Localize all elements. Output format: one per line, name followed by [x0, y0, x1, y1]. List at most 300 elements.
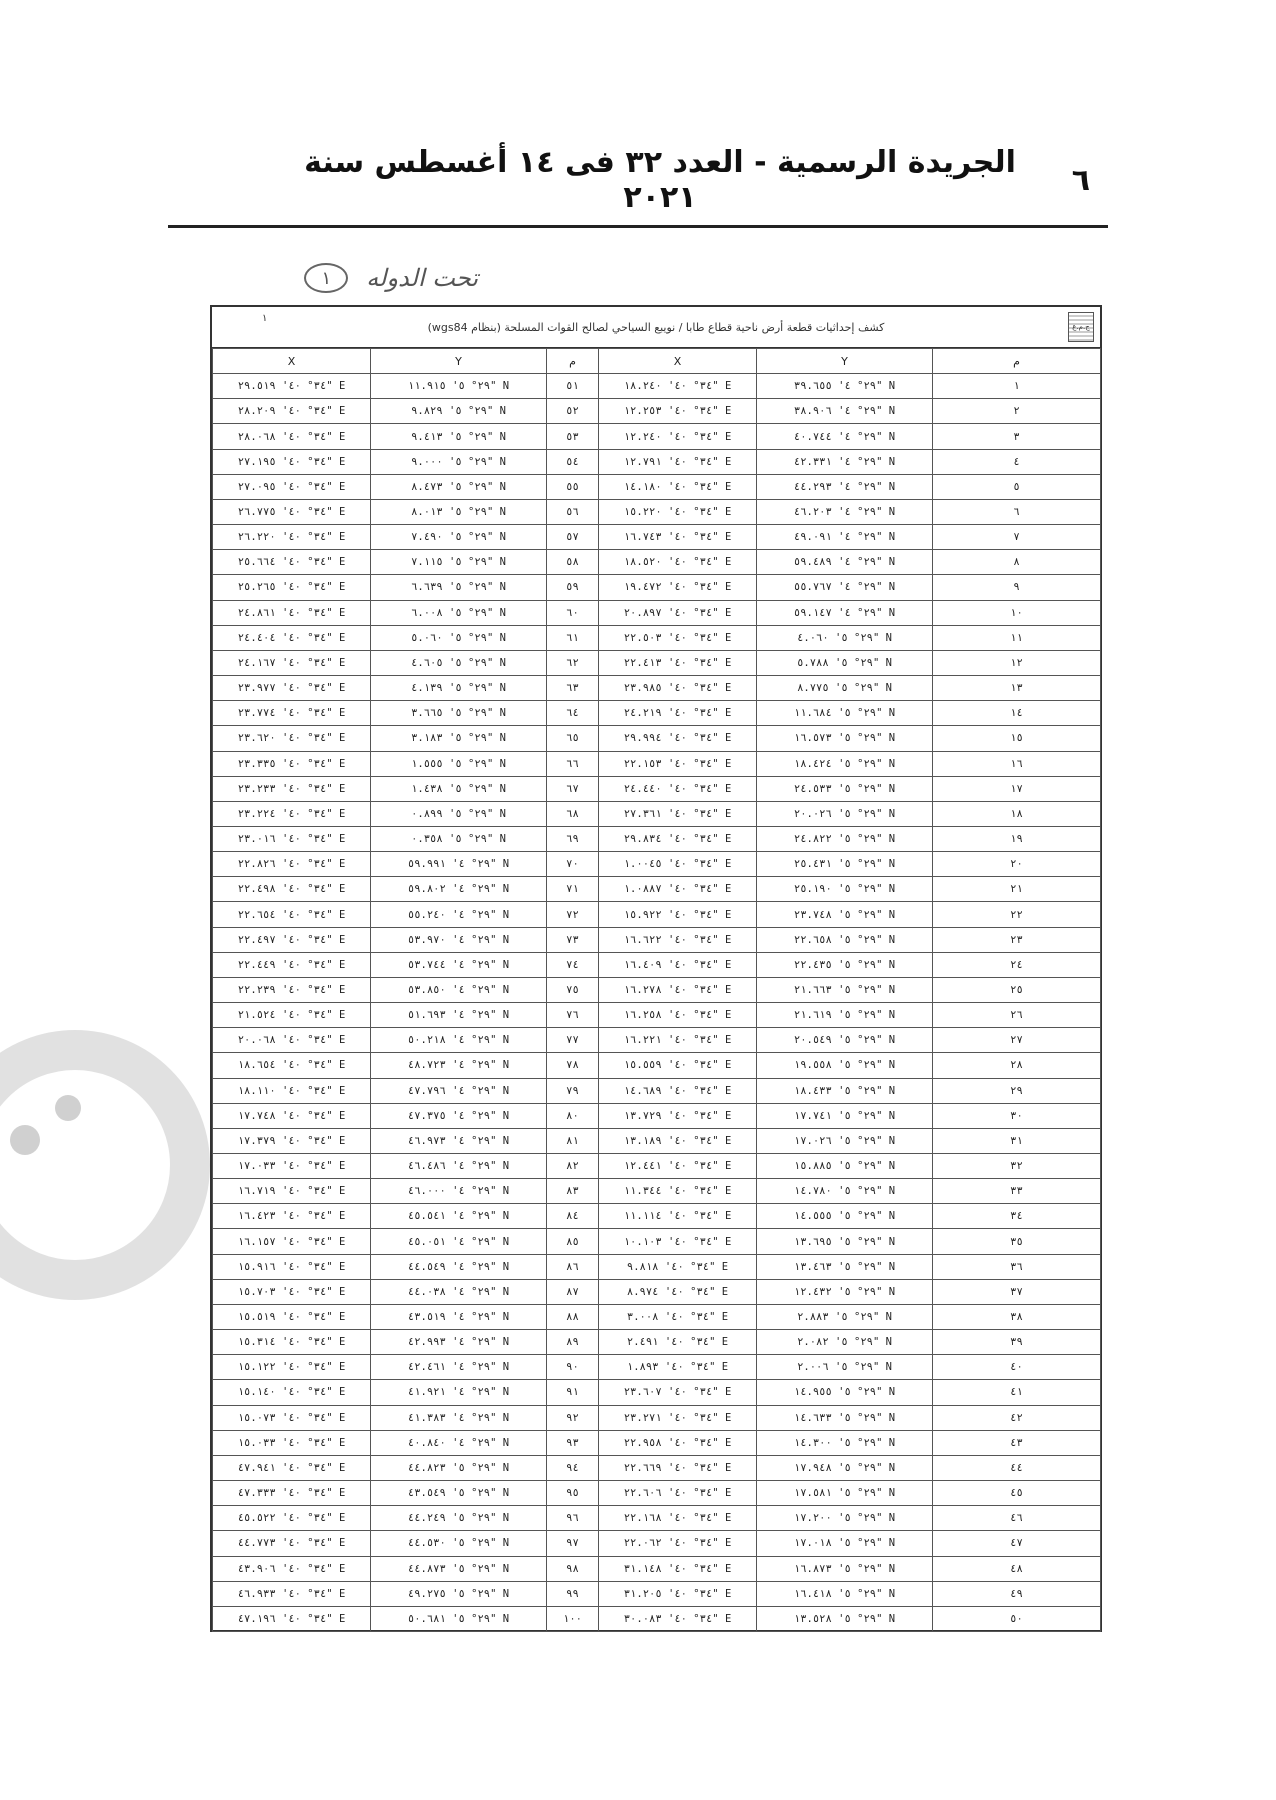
table-row [213, 1078, 1101, 1103]
table-row [213, 902, 1101, 927]
table-cell: ٣٤° ٤٠' ٢٠.٨٩٧" E [599, 600, 757, 625]
table-cell: ٢٩° ٥' ٧.١١٥" N [371, 550, 547, 575]
table-cell: ٥٠ [933, 1606, 1101, 1631]
table-cell: ٩٢ [547, 1405, 599, 1430]
table-cell: ٨٠ [547, 1103, 599, 1128]
table-row [213, 525, 1101, 550]
table-cell: ٣٤° ٤٠' ١.٠٠٤٥" E [599, 852, 757, 877]
table-cell: ٩٥ [547, 1481, 599, 1506]
table-cell: ٣٤° ٤٠' ١٣.١٨٩" E [599, 1128, 757, 1153]
table-cell: ٣٤° ٤٠' ١١.١١٤" E [599, 1204, 757, 1229]
table-cell: ٣٤° ٤٠' ١٥.٣١٤" E [213, 1330, 371, 1355]
table-row [213, 1380, 1101, 1405]
table-cell: ٣٤° ٤٠' ٢٦.٧٧٥" E [213, 499, 371, 524]
table-cell: ٦٢ [547, 650, 599, 675]
table-cell: ٦٤ [547, 701, 599, 726]
table-cell: ٦٦ [547, 751, 599, 776]
table-cell: ٢٩° ٥' ٠.٣٥٨" N [371, 826, 547, 851]
table-cell: ٩١ [547, 1380, 599, 1405]
table-cell: ٣٤° ٤٠' ٢٨.٠٦٨" E [213, 424, 371, 449]
table-row [213, 1330, 1101, 1355]
table-cell: ٢٥ [933, 977, 1101, 1002]
table-cell: ٢٩° ٤' ٤٦.٠٠٠" N [371, 1179, 547, 1204]
table-cell: ٢٩° ٥' ٤٤.٥٣٠" N [371, 1531, 547, 1556]
table-cell: ٩٦ [547, 1506, 599, 1531]
table-cell: ٢٩° ٤' ٥٥.٢٤٠" N [371, 902, 547, 927]
table-cell: ٧٨ [547, 1053, 599, 1078]
table-cell: ٢٩° ٤' ٤٣.٥١٩" N [371, 1304, 547, 1329]
table-cell: ٨٥ [547, 1229, 599, 1254]
table-cell: ٢٤ [933, 952, 1101, 977]
sheet-page-note: ١ [262, 313, 268, 324]
table-cell: ٩ [933, 575, 1101, 600]
table-cell: ٣٤° ٤٠' ٢٧.٠٩٥" E [213, 474, 371, 499]
column-header: م [933, 349, 1101, 374]
table-cell: ٢٩° ٥' ١٦.٤١٨" N [757, 1581, 933, 1606]
watermark-dot [55, 1095, 81, 1121]
column-header: Y [757, 349, 933, 374]
table-cell: ٢٩° ٤' ٣٨.٩٠٦" N [757, 399, 933, 424]
table-cell: ٢٩° ٤' ٤٠.٨٤٠" N [371, 1430, 547, 1455]
column-header: م [547, 349, 599, 374]
table-cell: ٢٩° ٤' ٤١.٩٢١" N [371, 1380, 547, 1405]
table-cell: ٢٩° ٥' ١٢.٤٣٢" N [757, 1279, 933, 1304]
table-row [213, 424, 1101, 449]
table-row [213, 1028, 1101, 1053]
table-cell: ٣٤° ٤٠' ٢٢.٩٥٨" E [599, 1430, 757, 1455]
table-cell: ٢٩° ٥' ١٣.٥٢٨" N [757, 1606, 933, 1631]
table-cell: ٣٤° ٤٠' ١٨.٥٢٠" E [599, 550, 757, 575]
table-cell: ٣٤° ٤٠' ٤٧.٣٣٣" E [213, 1481, 371, 1506]
table-cell: ٥٩ [547, 575, 599, 600]
table-cell: ٣٤° ٤٠' ٢٣.٩٨٥" E [599, 676, 757, 701]
table-cell: ٣٤° ٤٠' ١.٨٩٣" E [599, 1355, 757, 1380]
table-cell: ٢٣ [933, 927, 1101, 952]
table-cell: ٥٣ [547, 424, 599, 449]
table-cell: ٣٤° ٤٠' ٢٢.٥٠٣" E [599, 625, 757, 650]
table-cell: ٣٤° ٤٠' ١٣.٧٢٩" E [599, 1103, 757, 1128]
table-row [213, 575, 1101, 600]
table-cell: ٨٤ [547, 1204, 599, 1229]
table-cell: ٣٤° ٤٠' ١٨.٢٤٠" E [599, 374, 757, 399]
table-cell: ٣١ [933, 1128, 1101, 1153]
table-cell: ٧٩ [547, 1078, 599, 1103]
table-cell: ٣٤° ٤٠' ٢٥.٢٦٥" E [213, 575, 371, 600]
table-cell: ٣٦ [933, 1254, 1101, 1279]
table-cell: ٢٩° ٤' ٤٥.٥٤١" N [371, 1204, 547, 1229]
table-cell: ٣٤° ٤٠' ٢٤.٨٦١" E [213, 600, 371, 625]
table-cell: ٣٣ [933, 1179, 1101, 1204]
table-cell: ٩٩ [547, 1581, 599, 1606]
table-cell: ٨٣ [547, 1179, 599, 1204]
table-cell: ٢٩° ٤' ٥٣.٩٧٠" N [371, 927, 547, 952]
table-cell: ٣٤° ٤٠' ٤٧.١٩٦" E [213, 1606, 371, 1631]
table-row [213, 1355, 1101, 1380]
table-cell: ٢٩° ٤' ٤٢.٩٩٣" N [371, 1330, 547, 1355]
table-cell: ٣٤° ٤٠' ١٥.٠٧٣" E [213, 1405, 371, 1430]
table-cell: ٣٢ [933, 1154, 1101, 1179]
table-cell: ٢٩° ٤' ٤٤.٢٩٣" N [757, 474, 933, 499]
table-cell: ٣ [933, 424, 1101, 449]
table-cell: ٨١ [547, 1128, 599, 1153]
table-cell: ٣٤° ٤٠' ٢٥.٦٦٤" E [213, 550, 371, 575]
table-row [213, 374, 1101, 399]
sheet-title-bar [212, 307, 1100, 348]
table-cell: ٥٦ [547, 499, 599, 524]
page-number: ٦ [1071, 162, 1090, 198]
table-cell: ٣٤° ٤٠' ١٧.٧٤٨" E [213, 1103, 371, 1128]
table-cell: ٩٣ [547, 1430, 599, 1455]
table-cell: ٢ [933, 399, 1101, 424]
table-row [213, 499, 1101, 524]
table-cell: ٣٤° ٤٠' ٢٢.٤٤٩" E [213, 952, 371, 977]
table-cell: ٢٢ [933, 902, 1101, 927]
table-cell: ٣٤° ٤٠' ١٥.٠٣٣" E [213, 1430, 371, 1455]
table-cell: ٤٦ [933, 1506, 1101, 1531]
table-row [213, 1581, 1101, 1606]
table-cell: ٣٤° ٤٠' ١٨.٦٥٤" E [213, 1053, 371, 1078]
table-row [213, 826, 1101, 851]
table-cell: ٣٤° ٤٠' ٢٢.٨٢٦" E [213, 852, 371, 877]
table-cell: ٢٩° ٥' ١١.٩١٥" N [371, 374, 547, 399]
table-cell: ٢٧ [933, 1028, 1101, 1053]
table-cell: ١ [933, 374, 1101, 399]
table-cell: ٨ [933, 550, 1101, 575]
table-cell: ٢٩° ٥' ١٤.٣٠٠" N [757, 1430, 933, 1455]
table-cell: ٤ [933, 449, 1101, 474]
table-row [213, 927, 1101, 952]
table-cell: ٣٤° ٤٠' ٢٢.٦٠٦" E [599, 1481, 757, 1506]
table-cell: ٢٩° ٥' ١.٥٥٥" N [371, 751, 547, 776]
table-cell: ٣٤° ٤٠' ١٥.٢٢٠" E [599, 499, 757, 524]
table-row [213, 550, 1101, 575]
table-cell: ٢٩° ٤' ٥٩.١٤٧" N [757, 600, 933, 625]
table-cell: ٣٤° ٤٠' ١٨.١١٠" E [213, 1078, 371, 1103]
table-row [213, 1103, 1101, 1128]
table-cell: ٢٩° ٥' ١٤.٩٥٥" N [757, 1380, 933, 1405]
table-cell: ٢٩° ٥' ٤.٦٠٥" N [371, 650, 547, 675]
table-cell: ٣٤° ٤٠' ١٧.٣٧٩" E [213, 1128, 371, 1153]
coordinates-table [212, 348, 1101, 1632]
table-cell: ٥٧ [547, 525, 599, 550]
table-cell: ٤٧ [933, 1531, 1101, 1556]
table-cell: ٣٤° ٤٠' ١٥.٧٠٣" E [213, 1279, 371, 1304]
table-cell: ٢٩° ٥' ٢٠.٥٤٩" N [757, 1028, 933, 1053]
table-cell: ٦٠ [547, 600, 599, 625]
table-row [213, 1531, 1101, 1556]
table-cell: ٢٩° ٥' ١٤.٧٨٠" N [757, 1179, 933, 1204]
table-row [213, 399, 1101, 424]
table-cell: ٤٩ [933, 1581, 1101, 1606]
table-cell: ٧٥ [547, 977, 599, 1002]
table-cell: ٤١ [933, 1380, 1101, 1405]
table-row [213, 1506, 1101, 1531]
table-cell: ١١ [933, 625, 1101, 650]
table-cell: ٢٩° ٥' ٨.٤٧٣" N [371, 474, 547, 499]
table-row [213, 1179, 1101, 1204]
table-cell: ٢٩° ٥' ١٤.٦٣٣" N [757, 1405, 933, 1430]
table-cell: ٦٧ [547, 776, 599, 801]
table-cell: ٢٩° ٥' ٧.٤٩٠" N [371, 525, 547, 550]
table-cell: ٥ [933, 474, 1101, 499]
table-row [213, 977, 1101, 1002]
table-cell: ٢٩° ٥' ٤.١٣٩" N [371, 676, 547, 701]
table-cell: ٢٩° ٥' ٨.٠١٣" N [371, 499, 547, 524]
table-row [213, 600, 1101, 625]
table-cell: ٢٩° ٤' ٤٤.٥٤٩" N [371, 1254, 547, 1279]
watermark-dot [10, 1125, 40, 1155]
table-cell: ٢٩° ٥' ٢١.٦٦٣" N [757, 977, 933, 1002]
table-cell: ٤٠ [933, 1355, 1101, 1380]
table-cell: ٨٨ [547, 1304, 599, 1329]
table-cell: ٣٤° ٤٠' ٢٣.٣٣٥" E [213, 751, 371, 776]
table-cell: ٢٩° ٥' ٥.٧٨٨" N [757, 650, 933, 675]
table-cell: ٣٤° ٤٠' ٢٣.٦٢٠" E [213, 726, 371, 751]
table-cell: ٧١ [547, 877, 599, 902]
table-cell: ٩٨ [547, 1556, 599, 1581]
table-row [213, 1606, 1101, 1631]
table-cell: ٢٩° ٤' ٥٩.٩٩١" N [371, 852, 547, 877]
table-row [213, 1128, 1101, 1153]
table-cell: ٣٤° ٤٠' ٢٢.٤٩٨" E [213, 877, 371, 902]
table-cell: ٢٩° ٤' ٥٩.٨٠٢" N [371, 877, 547, 902]
coordinates-sheet [210, 305, 1102, 1632]
table-cell: ٢٩° ٥' ٢.٠٨٢" N [757, 1330, 933, 1355]
table-cell: ٤٣ [933, 1430, 1101, 1455]
table-cell: ٢٩° ٥' ١٧.٩٤٨" N [757, 1455, 933, 1480]
table-cell: ٢٩° ٤' ٤٦.٤٨٦" N [371, 1154, 547, 1179]
table-cell: ٢٩° ٥' ٩.٠٠٠" N [371, 449, 547, 474]
table-cell: ٣٤° ٤٠' ١٢.٤٤١" E [599, 1154, 757, 1179]
page-header [290, 145, 1090, 215]
table-cell: ٣٤° ٤٠' ٤٧.٩٤١" E [213, 1455, 371, 1480]
table-cell: ٢٩° ٤' ٥١.٦٩٣" N [371, 1003, 547, 1028]
table-cell: ٢٩° ٥' ٨.٧٧٥" N [757, 676, 933, 701]
table-cell: ٢٦ [933, 1003, 1101, 1028]
table-cell: ٣٤° ٤٠' ١٩.٤٧٢" E [599, 575, 757, 600]
table-cell: ٢٩° ٥' ٢٣.٧٤٨" N [757, 902, 933, 927]
table-cell: ٢٩° ٥' ٢٤.٨٢٢" N [757, 826, 933, 851]
table-cell: ٣٤° ٤٠' ٢٢.٦٥٤" E [213, 902, 371, 927]
table-cell: ٢٩° ٥' ٢٥.١٩٠" N [757, 877, 933, 902]
table-cell: ٤٢ [933, 1405, 1101, 1430]
table-cell: ٣٤° ٤٠' ٤٥.٥٢٢" E [213, 1506, 371, 1531]
table-cell: ٣٨ [933, 1304, 1101, 1329]
survey-logo-icon: ج.م.ع [1068, 312, 1094, 342]
table-cell: ٦٩ [547, 826, 599, 851]
table-cell: ٣٤° ٤٠' ٢٢.٠٦٢" E [599, 1531, 757, 1556]
table-cell: ٩٤ [547, 1455, 599, 1480]
table-cell: ٣٤° ٤٠' ١٦.٢٢١" E [599, 1028, 757, 1053]
table-row [213, 1556, 1101, 1581]
table-row [213, 625, 1101, 650]
table-cell: ٣٤° ٤٠' ١٥.١٢٢" E [213, 1355, 371, 1380]
table-cell: ٣٤° ٤٠' ٢٢.٢٣٩" E [213, 977, 371, 1002]
table-cell: ١٨ [933, 801, 1101, 826]
table-cell: ٢٩° ٤' ٤٢.٤٦١" N [371, 1355, 547, 1380]
table-row [213, 701, 1101, 726]
table-cell: ٣٠ [933, 1103, 1101, 1128]
table-cell: ١٠ [933, 600, 1101, 625]
table-cell: ٣٤° ٤٠' ٢٤.٤٠٤" E [213, 625, 371, 650]
table-cell: ٩٧ [547, 1531, 599, 1556]
table-cell: ٣٤° ٤٠' ٢٢.١٥٣" E [599, 751, 757, 776]
table-cell: ٣٥ [933, 1229, 1101, 1254]
table-cell: ١٢ [933, 650, 1101, 675]
table-cell: ٣٤° ٤٠' ٩.٨١٨" E [599, 1254, 757, 1279]
table-cell: ٣٤° ٤٠' ١٥.٥٥٩" E [599, 1053, 757, 1078]
table-cell: ٢٩° ٤' ٥٩.٤٨٩" N [757, 550, 933, 575]
table-cell: ٢٩° ٤' ٤٤.٠٣٨" N [371, 1279, 547, 1304]
table-cell: ٢٩° ٥' ١٩.٥٥٨" N [757, 1053, 933, 1078]
watermark-circle [0, 1030, 210, 1300]
table-cell: ٣٤° ٤٠' ٢٣.٧٧٤" E [213, 701, 371, 726]
table-cell: ٢٩° ٤' ٤٦.٩٧٣" N [371, 1128, 547, 1153]
table-cell: ٢٩° ٤' ٤٥.٠٥١" N [371, 1229, 547, 1254]
table-cell: ٣٤° ٤٠' ١٥.٥١٩" E [213, 1304, 371, 1329]
table-cell: ٢٩° ٥' ١٧.٥٨١" N [757, 1481, 933, 1506]
table-cell: ٣٤° ٤٠' ٢٦.٢٢٠" E [213, 525, 371, 550]
table-cell: ٣٤° ٤٠' ١٥.٩١٦" E [213, 1254, 371, 1279]
table-cell: ٢٩° ٤' ٣٩.٦٥٥" N [757, 374, 933, 399]
table-cell: ٢٩° ٤' ٤٧.٧٩٦" N [371, 1078, 547, 1103]
table-cell: ٢٩° ٥' ١٧.٧٤١" N [757, 1103, 933, 1128]
handwritten-text: تحت الدوله [366, 264, 478, 292]
table-row [213, 877, 1101, 902]
table-cell: ٣٤° ٤٠' ٢٤.٤٤٠" E [599, 776, 757, 801]
table-cell: ٣٤° ٤٠' ١٥.٩٢٢" E [599, 902, 757, 927]
table-cell: ٣٤° ٤٠' ١٢.٢٤٠" E [599, 424, 757, 449]
table-cell: ٢٩° ٥' ١٦.٥٧٣" N [757, 726, 933, 751]
table-cell: ٨٦ [547, 1254, 599, 1279]
table-cell: ٣٤° ٤٠' ١٦.٧٤٣" E [599, 525, 757, 550]
table-cell: ٢٩° ٥' ٩.٨٢٩" N [371, 399, 547, 424]
table-cell: ٣٤° ٤٠' ١٦.٧١٩" E [213, 1179, 371, 1204]
table-cell: ٣٤° ٤٠' ١٢.٧٩١" E [599, 449, 757, 474]
table-cell: ٢٩° ٥' ٤٤.٨٧٣" N [371, 1556, 547, 1581]
table-cell: ٢٩° ٥' ١١.٦٨٤" N [757, 701, 933, 726]
table-cell: ١٠٠ [547, 1606, 599, 1631]
table-row [213, 776, 1101, 801]
table-cell: ٢٩° ٤' ٤٩.٠٩١" N [757, 525, 933, 550]
table-cell: ٤٨ [933, 1556, 1101, 1581]
table-cell: ٣٤ [933, 1204, 1101, 1229]
table-cell: ٣٧ [933, 1279, 1101, 1304]
table-cell: ٦١ [547, 625, 599, 650]
table-cell: ٣٤° ٤٠' ١.٠٨٨٧" E [599, 877, 757, 902]
table-cell: ٨٢ [547, 1154, 599, 1179]
table-row [213, 801, 1101, 826]
column-header: Y [371, 349, 547, 374]
table-cell: ٥٥ [547, 474, 599, 499]
table-cell: ٣٤° ٤٠' ٢٣.٩٧٧" E [213, 676, 371, 701]
table-cell: ٢٩° ٥' ٢١.٦١٩" N [757, 1003, 933, 1028]
table-cell: ٣٤° ٤٠' ٢٣.٠١٦" E [213, 826, 371, 851]
table-cell: ٧ [933, 525, 1101, 550]
table-body [213, 374, 1101, 1632]
table-cell: ٢٩° ٥' ٢.٠٠٦" N [757, 1355, 933, 1380]
table-cell: ٣٤° ٤٠' ١٧.٠٣٣" E [213, 1154, 371, 1179]
table-cell: ٢٩° ٥' ١٣.٦٩٥" N [757, 1229, 933, 1254]
table-cell: ٣٤° ٤٠' ١٤.٦٨٩" E [599, 1078, 757, 1103]
table-cell: ٢٩° ٥' ٣.٦٦٥" N [371, 701, 547, 726]
table-row [213, 474, 1101, 499]
table-cell: ٣٤° ٤٠' ٢٩.٩٩٤" E [599, 726, 757, 751]
table-cell: ٣٤° ٤٠' ٢٨.٢٠٩" E [213, 399, 371, 424]
table-cell: ٢٩° ٤' ٥٥.٧٦٧" N [757, 575, 933, 600]
table-cell: ٥٢ [547, 399, 599, 424]
table-cell: ٣٤° ٤٠' ١٠.١٠٣" E [599, 1229, 757, 1254]
table-cell: ٨٩ [547, 1330, 599, 1355]
table-row [213, 1053, 1101, 1078]
table-cell: ٢٩° ٤' ٤١.٣٨٣" N [371, 1405, 547, 1430]
table-cell: ٢٩° ٥' ٣.١٨٣" N [371, 726, 547, 751]
table-cell: ٦٥ [547, 726, 599, 751]
table-cell: ٣٤° ٤٠' ٣١.١٤٨" E [599, 1556, 757, 1581]
table-cell: ٢٨ [933, 1053, 1101, 1078]
table-cell: ٦٣ [547, 676, 599, 701]
table-cell: ٥٨ [547, 550, 599, 575]
table-cell: ٣٤° ٤٠' ٢٣.٦٠٧" E [599, 1380, 757, 1405]
table-cell: ٢٩° ٤' ٥٠.٢١٨" N [371, 1028, 547, 1053]
table-cell: ٢٩° ٤' ٤٦.٢٠٣" N [757, 499, 933, 524]
table-cell: ١٩ [933, 826, 1101, 851]
table-cell: ٢٩° ٥' ٢٠.٠٢٦" N [757, 801, 933, 826]
table-cell: ٢١ [933, 877, 1101, 902]
table-cell: ٢٩° ٥' ٢.٨٨٣" N [757, 1304, 933, 1329]
table-cell: ٣٤° ٤٠' ١١.٣٤٤" E [599, 1179, 757, 1204]
table-cell: ٣٤° ٤٠' ٨.٩٧٤" E [599, 1279, 757, 1304]
table-cell: ٢٩° ٥' ٢٤.٥٣٣" N [757, 776, 933, 801]
table-cell: ٢٩° ٥' ١٧.٢٠٠" N [757, 1506, 933, 1531]
table-cell: ٢٩° ٥' ١٥.٨٨٥" N [757, 1154, 933, 1179]
table-cell: ٣٤° ٤٠' ٤٤.٧٧٣" E [213, 1531, 371, 1556]
table-row [213, 1481, 1101, 1506]
table-cell: ٣٤° ٤٠' ٢٣.٢٢٤" E [213, 801, 371, 826]
table-cell: ١٤ [933, 701, 1101, 726]
table-cell: ٢٩° ٥' ٤٤.٢٤٩" N [371, 1506, 547, 1531]
table-cell: ٧٦ [547, 1003, 599, 1028]
table-cell: ٢٩° ٥' ٤٣.٥٤٩" N [371, 1481, 547, 1506]
table-row [213, 751, 1101, 776]
table-cell: ٣٤° ٤٠' ٢٧.٣٦١" E [599, 801, 757, 826]
table-cell: ٣٤° ٤٠' ١٦.٦٢٢" E [599, 927, 757, 952]
table-header-row [213, 349, 1101, 374]
table-cell: ٣٤° ٤٠' ١٦.٢٧٨" E [599, 977, 757, 1002]
table-row [213, 1254, 1101, 1279]
table-row [213, 952, 1101, 977]
table-cell: ٣٤° ٤٠' ١٦.٤٠٩" E [599, 952, 757, 977]
table-row [213, 1003, 1101, 1028]
table-cell: ٩٠ [547, 1355, 599, 1380]
table-cell: ٦ [933, 499, 1101, 524]
header-rule [168, 225, 1108, 228]
table-cell: ٢٩° ٥' ٢٥.٤٣١" N [757, 852, 933, 877]
table-cell: ٢٩° ٥' ١٧.٠٢٦" N [757, 1128, 933, 1153]
table-cell: ٣٤° ٤٠' ٢١.٥٢٤" E [213, 1003, 371, 1028]
table-row [213, 1204, 1101, 1229]
table-cell: ٧٠ [547, 852, 599, 877]
table-cell: ٣٤° ٤٠' ١٦.٢٥٨" E [599, 1003, 757, 1028]
table-cell: ٧٢ [547, 902, 599, 927]
table-cell: ٣٤° ٤٠' ٢٢.٤٩٧" E [213, 927, 371, 952]
circled-number: ١ [304, 263, 348, 293]
table-cell: ٢٩° ٥' ١٨.٤٣٣" N [757, 1078, 933, 1103]
handwritten-note [178, 258, 478, 298]
table-cell: ٣٤° ٤٠' ٢٤.١٦٧" E [213, 650, 371, 675]
table-cell: ٢٩° ٥' ٦.٦٣٩" N [371, 575, 547, 600]
table-cell: ٣٤° ٤٠' ٢٩.٨٣٤" E [599, 826, 757, 851]
